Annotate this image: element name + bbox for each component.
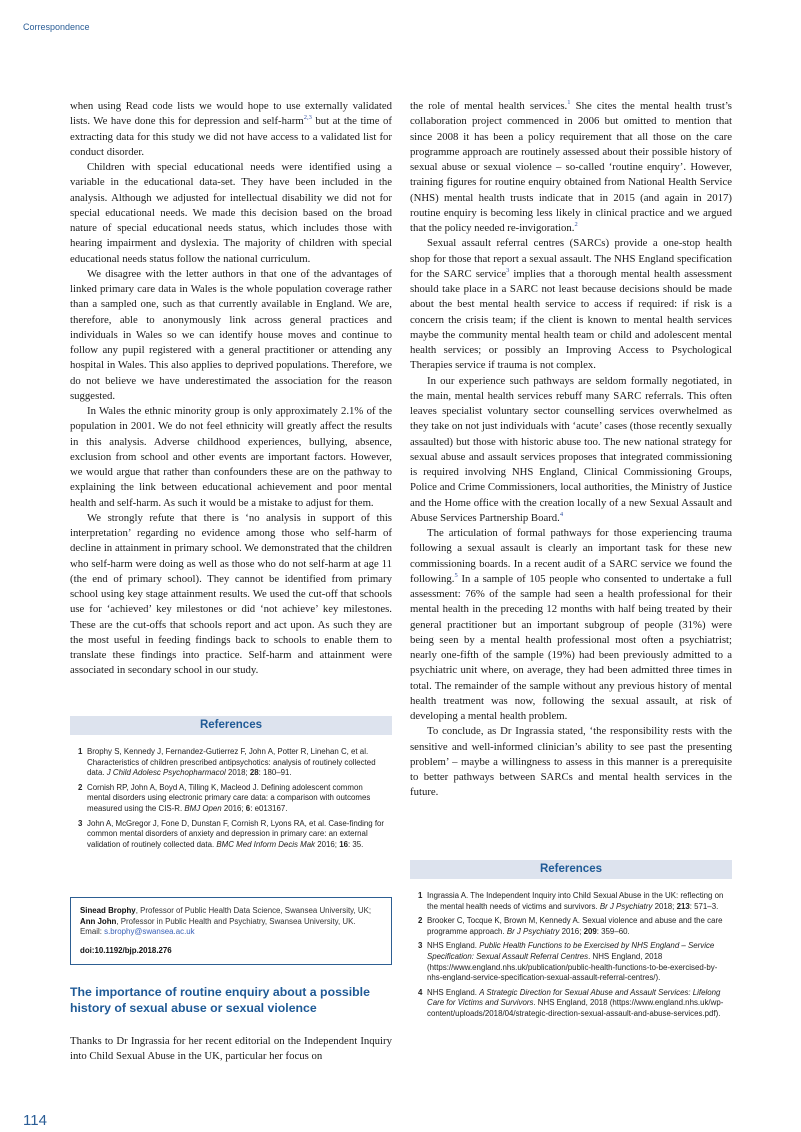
text-run: implies that a thorough mental health assessment should take place in a SARC not least because decisions should be made about the best mental health service to access if required: if risk is a concern the crisis team; if the client is known to mental health services maybe the community mental health team or child and adolescent mental health services; or possibly an Improving Access to Psychological Therapies service if trauma is not complex. <box>410 267 732 372</box>
volume: 6 <box>245 803 251 813</box>
right-body <box>410 99 732 801</box>
reference-number: 2 <box>418 916 423 926</box>
paragraph <box>70 160 392 267</box>
text-run: Sexual assault referral centres (SARCs) provide a one-stop health shop for those that report a sexual assault. The NHS England specification for the SARC service <box>410 237 732 280</box>
volume: 16 <box>339 839 348 849</box>
right-references-section <box>410 860 732 1024</box>
text-run: The articulation of formal pathways for those experiencing trauma following a sexual assault is clearly an important task for these new commissioning boards. In a recent audit of a SARC service we found the following. <box>410 527 732 585</box>
references-heading: References <box>70 716 392 735</box>
citation-superscript[interactable]: 3 <box>506 266 510 274</box>
author-affiliation: , Professor of Public Health Data Science, Swansea University, UK; <box>135 906 372 915</box>
email-label: Email: <box>80 927 105 936</box>
journal-title: BMC Med Inform Decis Mak <box>216 839 316 849</box>
doi: doi:10.1192/bjp.2018.276 <box>80 945 172 955</box>
text-run: : 180–91. <box>258 768 292 778</box>
citation-superscript[interactable]: 2,3 <box>303 114 312 122</box>
page-number: 114 <box>23 1112 47 1129</box>
text-run: Brooker C, Tocque K, Brown M, Kennedy A. Sexual violence and abuse and the care programme approach. <box>427 916 723 936</box>
author-2 <box>80 917 382 928</box>
right-references-list <box>410 891 732 1020</box>
text-run: . NHS England, 2018 (https://www.england.nhs.uk/wp-content/uploads/2018/04/strategic-direction-sexual-assault-and-abuse-services.pdf). <box>427 998 724 1018</box>
journal-title: Br J Psychiatry <box>506 926 560 936</box>
text-run: In a sample of 105 people who consented to undertake a full assessment: 76% of the sample had seen a health professional for their mental health in the preceding 12 months with half being treated by their general practitioner but an important subgroup of people (31%) were being seen by a mental health professional most often a psychiatrist; nearly one-fifth of the sample (19%) had been previously admitted to a psychiatric unit where, on average, they had been admitted three times in total. The remainder of the sample without any previous history of mental health treatment was now, following the sexual assault, at risk of developing a mental health problem. <box>410 572 732 722</box>
paragraph <box>410 526 732 724</box>
text-run: NHS England. <box>427 987 480 997</box>
text-run: 2016; <box>315 839 340 849</box>
citation-superscript[interactable]: 4 <box>559 510 564 518</box>
citation-superscript[interactable]: 5 <box>454 571 458 579</box>
letter-body-start <box>70 1034 392 1065</box>
text-run: To conclude, as Dr Ingrassia stated, ‘the responsibility rests with the sensitive and well-informed clinician’s ability to see past the presenting problem’ – maybe a willingness to assess in this manner is a prerequisite to better pathways between SARCs and mental health services in the future. <box>410 725 732 799</box>
volume: 209 <box>583 926 597 936</box>
paragraph <box>410 99 732 236</box>
journal-title: BMJ Open <box>184 803 222 813</box>
text-run: We strongly refute that there is ‘no analysis in support of this interpretation’ regarding no evidence among those who self-harm of decline in attainment in primary school. We demonstrated that the children who self-harm were doing as well as those who do not self-harm at age 11 (the end of primary school). They cannot be identified from primary school using key stage attainment results. We used the cut-off that schools use for ‘achieved’ key milestones or did ‘not achieve’ key milestones. These are the cut-offs that schools report and act upon. As such they are the most useful in feeding findings back to schools to enable them to translate these findings into practice. Self-harm and attainment were associated in secondary school in our study. <box>70 511 392 677</box>
citation-superscript[interactable]: 2 <box>574 221 578 228</box>
left-body <box>70 99 392 679</box>
paragraph <box>410 374 732 527</box>
paragraph <box>70 1034 392 1065</box>
reference-number: 4 <box>418 987 423 997</box>
reference-item <box>410 891 732 912</box>
reference-number: 3 <box>78 818 83 828</box>
reference-number: 2 <box>78 782 83 792</box>
reference-item <box>70 819 392 851</box>
reference-number: 1 <box>78 747 83 756</box>
text-run: : 359–60. <box>596 926 630 936</box>
paragraph <box>410 236 732 373</box>
text-run: : 35. <box>347 839 364 849</box>
text-run: In Wales the ethnic minority group is only approximately 2.1% of the population in 2001. We do not feel ethnicity will greatly affect the results in this analysis. Adverse childhood experiences, bullying, absence, exclusion from school and other events are important factors. However, we would argue that rather than confounders these are on the pathway to explaining the link between educational achievement and poor mental health and self-harm. As such it would be a mistake to adjust for them. <box>70 405 392 509</box>
reference-item <box>70 783 392 815</box>
text-run: Brophy S, Kennedy J, Fernandez-Gutierrez F, John A, Potter R, Linehan C, et al. Characteristics of children prescribed antipsychotics: analysis of routinely collected data. <box>87 747 376 778</box>
text-run: when using Read code lists we would hope to use externally validated lists. We have done this for depression and self-harm <box>70 100 392 128</box>
text-run: Cornish RP, John A, Boyd A, Tilling K, Macleod J. Defining adolescent common mental disorders using electronic primary care data: a comparison with outcomes measured using the CIS-R. <box>87 782 371 813</box>
text-run: 2018; <box>225 768 250 778</box>
reference-item <box>410 916 732 937</box>
author-name: Ann John <box>80 916 117 926</box>
journal-title: Br J Psychiatry <box>599 901 653 911</box>
left-references-section <box>70 716 392 854</box>
letter-title: The importance of routine enquiry about a possible history of sexual abuse or sexual violence <box>70 985 370 1015</box>
text-run: 2016; <box>559 926 584 936</box>
text-run: . NHS England, 2018 (https://www.england.nhs.uk/publication/public-health-functions-to-be-exercised-by-nhs-england-service-specification-sexual-assault-referral-centres/). <box>427 951 718 983</box>
paragraph <box>70 511 392 679</box>
journal-title: Public Health Functions to be Exercised by NHS England – Service Specification: Sexual Assault Referral Centres <box>427 941 715 961</box>
text-run: Thanks to Dr Ingrassia for her recent editorial on the Independent Inquiry into Child Sexual Abuse in the UK, particular her focus on <box>70 1035 392 1063</box>
paragraph <box>70 404 392 511</box>
text-run: Children with special educational needs were identified using a variable in the educational data-set. They have been included in the analysis. Although we adjusted for intellectual disability we did not for special educational needs. We made this decision based on the broad nature of special educational needs status, which includes those with hearing impairment and dyslexia. The majority of children with special educational needs status follow the national curriculum. <box>70 161 392 265</box>
volume: 28 <box>249 768 259 778</box>
paragraph <box>70 267 392 404</box>
reference-item <box>410 941 732 983</box>
journal-title: J Child Adolesc Psychopharmacol <box>106 768 226 778</box>
email-link[interactable]: s.brophy@swansea.ac.uk <box>104 927 195 936</box>
author-1 <box>80 906 382 917</box>
text-run: : e013167. <box>250 803 288 813</box>
text-run: : 571–3. <box>689 901 719 911</box>
journal-title: A Strategic Direction for Sexual Abuse and Assault Services: Lifelong Care for Victims and Survivors <box>427 987 721 1008</box>
text-run: NHS England. <box>427 941 480 951</box>
volume: 213 <box>676 901 690 911</box>
paragraph <box>410 724 732 800</box>
text-run: In our experience such pathways are seldom formally negotiated, in the main, mental health services rebuff many SARC referrals. This often leaves specialist voluntary sector counselling services overwhelmed as they take on not just individuals with ‘acute’ cases (those recently sexually assaulted) but those with historic abuse too. The new national strategy for sexual abuse and assault services proposes that integrated commissioning is required involving NHS England, Clinical Commissioning Groups, Police and Crime Commissioners, local authorities, the Ministry of Justice and the Home office with the creation locally of a new Sexual Assault and Abuse Services Partnership Board. <box>410 374 732 524</box>
text-run: She cites the mental health trust’s collaboration project commenced in 2006 but omitted to mention that since 2008 it has been a policy requirement that all those on the care programme approach are routinely assessed about their possible history of sexual abuse or sexual violence – so-called ‘routine enquiry’. However, training figures for routine enquiry obtained from National Health Service (NHS) mental health trusts indicate that in 2015 (and again in 2017) routine enquiry is becoming less likely in clinical practice and we argued that the policy needed re-invigoration. <box>410 100 732 234</box>
text-run: but at the time of extracting data for this study we did not have access to a validated list for conduct disorder. <box>70 115 392 158</box>
email-line <box>80 927 382 938</box>
text-run: 2018; <box>652 901 677 911</box>
text-run: the role of mental health services. <box>410 100 568 112</box>
reference-item <box>70 747 392 779</box>
reference-item <box>410 988 732 1020</box>
reference-number: 3 <box>418 941 423 951</box>
text-run: We disagree with the letter authors in that one of the advantages of linked primary care data in Wales is the whole population coverage rather than a sampled one, such as that currently available in England. We are, therefore, able to anonymously link across general practices and individuals in Wales so we can identify house moves and continue to follow any pupil registered with a general practitioner or attending any hospital in Wales. This also applies to deprived populations. Therefore, we do not believe we have underestimated the association for the reason suggested. <box>70 267 392 402</box>
text-run: Ingrassia A. The Independent Inquiry into Child Sexual Abuse in the UK: reflecting on the mental health needs of victims and survivors. <box>427 891 724 911</box>
left-references-list <box>70 747 392 850</box>
running-head: Correspondence <box>23 22 90 32</box>
text-run: 2016; <box>221 803 246 813</box>
author-name: Sinead Brophy <box>80 906 136 915</box>
references-heading: References <box>410 860 732 879</box>
author-box <box>70 897 392 965</box>
paragraph <box>70 99 392 160</box>
reference-number: 1 <box>418 891 423 900</box>
text-run: John A, McGregor J, Fone D, Dunstan F, Cornish R, Lyons RA, et al. Case-finding for common mental disorders of anxiety and depression in primary care: an external validation of routinely collected data. <box>87 818 385 849</box>
citation-superscript[interactable]: 1 <box>567 99 571 106</box>
author-affiliation: , Professor in Public Health and Psychiatry, Swansea University, UK. <box>116 916 356 926</box>
